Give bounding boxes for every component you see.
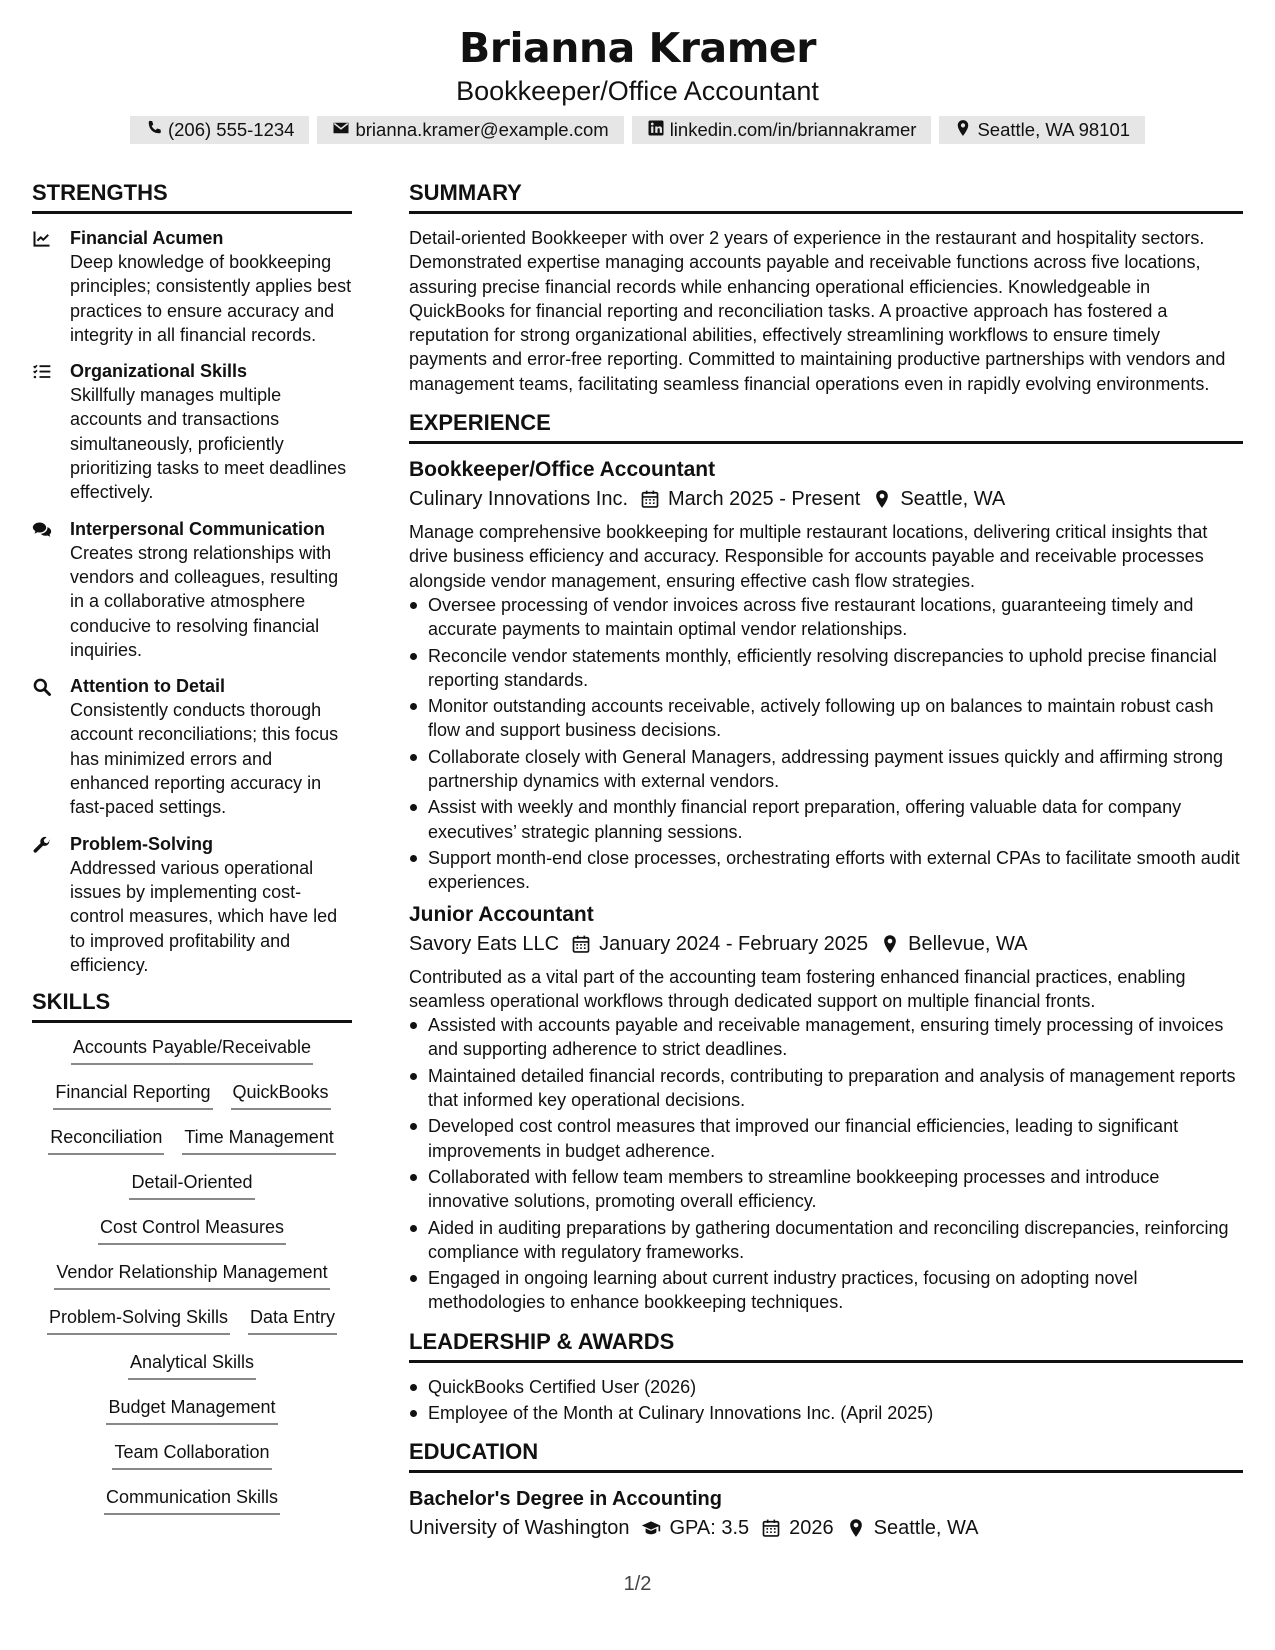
job-company: Savory Eats LLC: [409, 932, 560, 955]
job-location: Seattle, WA: [900, 488, 1006, 511]
graduation-cap-icon: [641, 1518, 661, 1538]
skill-row: [32, 1035, 352, 1080]
comments-icon: [32, 517, 70, 662]
skill-tag: Financial Reporting: [53, 1080, 212, 1110]
education-gpa: GPA: 3.5: [669, 1517, 750, 1540]
contact-phone-text: (206) 555-1234: [167, 119, 295, 140]
map-pin-icon: [872, 489, 892, 509]
job-meta: [409, 929, 1243, 959]
right-column: [409, 180, 1243, 1549]
envelope-icon: [332, 119, 350, 142]
list-item: Engaged in ongoing learning about current industry practices, focusing on adopting novel methodologies to enhance bookkeeping techniques.: [409, 1266, 1243, 1315]
strength-name: Organizational Skills: [70, 361, 248, 382]
strength-item: [32, 226, 352, 347]
skill-tag: Reconciliation: [48, 1125, 164, 1155]
list-item: Support month-end close processes, orchestrating efforts with external CPAs to facilitate smooth audit experiences.: [409, 846, 1243, 895]
job-bullets: [409, 1013, 1243, 1315]
skill-row: [32, 1215, 352, 1260]
strengths-heading: STRENGTHS: [32, 180, 352, 214]
contact-linkedin-text: linkedin.com/in/briannakramer: [669, 119, 917, 140]
list-item: Reconcile vendor statements monthly, efficiently resolving discrepancies to uphold precise financial reporting standards.: [409, 644, 1243, 693]
job-company: Culinary Innovations Inc.: [409, 488, 629, 511]
page-number: 1/2: [623, 1573, 652, 1595]
skill-tag: Analytical Skills: [128, 1350, 256, 1380]
resume-header: [0, 22, 1275, 144]
job-meta: [409, 484, 1243, 514]
skill-row: [32, 1125, 352, 1170]
skill-row: [32, 1350, 352, 1395]
list-check-icon: [32, 359, 70, 504]
skill-tag: Vendor Relationship Management: [54, 1260, 329, 1290]
strength-description: Creates strong relationships with vendors and colleagues, resulting in a collaborative atmosphere conducive to resolving financial inquiries.: [70, 542, 339, 660]
map-pin-icon: [880, 934, 900, 954]
job-role: Junior Accountant: [409, 902, 594, 926]
skill-tag: Detail-Oriented: [129, 1170, 254, 1200]
list-item: Aided in auditing preparations by gathering documentation and reconciling discrepancies, reinforcing compliance with regulatory frameworks.: [409, 1216, 1243, 1265]
candidate-name: Brianna Kramer: [459, 24, 816, 72]
wrench-icon: [32, 832, 70, 977]
summary-heading: SUMMARY: [409, 180, 1243, 214]
list-item: Collaborated with fellow team members to streamline bookkeeping processes and introduce innovative solutions, promoting overall efficiency.: [409, 1165, 1243, 1214]
chart-line-icon: [32, 226, 70, 347]
candidate-title: Bookkeeper/Office Accountant: [456, 76, 819, 106]
contact-linkedin[interactable]: [632, 116, 932, 144]
list-item: Assist with weekly and monthly financial report preparation, offering valuable data for company executives’ strategic planning sessions.: [409, 795, 1243, 844]
skill-row: [32, 1080, 352, 1125]
contact-email-text: brianna.kramer@example.com: [355, 119, 609, 140]
list-item: Maintained detailed financial records, contributing to preparation and analysis of management reports that informed key operational decisions.: [409, 1064, 1243, 1113]
contact-bar: [0, 116, 1275, 144]
contact-phone[interactable]: [130, 116, 310, 144]
list-item: Collaborate closely with General Managers, addressing payment issues quickly and affirming strong partnership dynamics with external vendors.: [409, 745, 1243, 794]
map-pin-icon: [954, 119, 972, 142]
education-meta: [409, 1513, 1243, 1543]
left-column: [32, 180, 352, 1530]
strength-item: [32, 674, 352, 819]
strength-name: Interpersonal Communication: [70, 518, 326, 539]
skill-tag: Communication Skills: [104, 1485, 280, 1515]
job-location: Bellevue, WA: [908, 932, 1028, 955]
strength-description: Consistently conducts thorough account reconciliations; this focus has minimized errors and enhanced reporting accuracy in fast-paced settings.: [70, 700, 339, 818]
skill-row: [32, 1395, 352, 1440]
skill-tag: Budget Management: [106, 1395, 277, 1425]
list-item: Developed cost control measures that improved our financial efficiencies, leading to significant improvements in budget adherence.: [409, 1114, 1243, 1163]
magnifier-icon: [32, 674, 70, 819]
phone-icon: [145, 119, 163, 142]
experience-heading: EXPERIENCE: [409, 410, 1243, 444]
skill-tag: Cost Control Measures: [98, 1215, 286, 1245]
skill-tag: Team Collaboration: [112, 1440, 271, 1470]
awards-list: [409, 1375, 1243, 1426]
strength-item: [32, 517, 352, 662]
map-pin-icon: [846, 1518, 866, 1538]
list-item: Oversee processing of vendor invoices across five restaurant locations, guaranteeing timely and accurate payments to maintain optimal vendor relationships.: [409, 593, 1243, 642]
skill-tag: Accounts Payable/Receivable: [71, 1035, 313, 1065]
education-year: 2026: [789, 1517, 834, 1540]
job-description: Contributed as a vital part of the accounting team fostering enhanced financial practices, enabling seamless operational workflows through dedicated support on multiple financial fronts.: [409, 966, 1186, 1011]
job-bullets: [409, 593, 1243, 895]
job-dates: January 2024 - February 2025: [599, 932, 869, 955]
linkedin-icon: [647, 119, 665, 142]
list-item: QuickBooks Certified User (2026): [409, 1375, 1243, 1399]
calendar-icon: [571, 934, 591, 954]
skills-heading: SKILLS: [32, 989, 352, 1023]
contact-email[interactable]: [317, 116, 623, 144]
skill-tag: Data Entry: [248, 1305, 337, 1335]
skill-row: [32, 1305, 352, 1350]
skill-row: [32, 1260, 352, 1305]
skills-list: [32, 1035, 352, 1530]
job-entry: [409, 456, 1243, 894]
strength-description: Deep knowledge of bookkeeping principles; consistently applies best practices to ensure accuracy and integrity in all financial records.: [70, 252, 352, 345]
skill-row: [32, 1440, 352, 1485]
contact-location-text: Seattle, WA 98101: [977, 119, 1131, 140]
education-location: Seattle, WA: [873, 1517, 979, 1540]
education-degree: Bachelor's Degree in Accounting: [409, 1488, 722, 1511]
contact-location: [939, 116, 1145, 144]
calendar-icon: [761, 1518, 781, 1538]
skill-tag: QuickBooks: [231, 1080, 331, 1110]
skill-tag: Time Management: [182, 1125, 335, 1155]
strength-name: Financial Acumen: [70, 228, 224, 248]
education-school: University of Washington: [409, 1517, 630, 1540]
strength-description: Skillfully manages multiple accounts and transactions simultaneously, proficiently prioritizing tasks to meet deadlines effectively.: [70, 385, 347, 503]
job-entry: [409, 901, 1243, 1315]
strength-name: Problem-Solving: [70, 833, 214, 854]
calendar-icon: [640, 489, 660, 509]
strength-item: [32, 359, 352, 504]
list-item: Monitor outstanding accounts receivable, actively following up on balances to maintain robust cash flow and support business decisions.: [409, 694, 1243, 743]
awards-heading: LEADERSHIP & AWARDS: [409, 1329, 1243, 1363]
skill-row: [32, 1485, 352, 1530]
summary-text: Detail-oriented Bookkeeper with over 2 years of experience in the restaurant and hospitality sectors. Demonstrated expertise managing accounts payable and receivable functions across five locations, assuring precise financial records while enhancing operational efficiencies. Knowledgeable in QuickBooks for financial reporting and reconciliation tasks. A proactive approach has fostered a reputation for strong organizational abilities, effectively streamlining workflows to ensure timely payments and error-free reporting. Committed to maintaining productive partnerships with vendors and management teams, facilitating seamless financial operations even in rapidly evolving environments.: [409, 228, 1226, 394]
strength-description: Addressed various operational issues by implementing cost-control measures, which have led to improved profitability and efficiency.: [70, 857, 338, 975]
strength-name: Attention to Detail: [70, 676, 225, 697]
strength-item: [32, 832, 352, 977]
job-dates: March 2025 - Present: [668, 488, 861, 511]
job-role: Bookkeeper/Office Accountant: [409, 458, 716, 482]
job-description: Manage comprehensive bookkeeping for multiple restaurant locations, delivering critical insights that drive business efficiency and accuracy. Responsible for accounts payable and receivable processes alongside vendor management, ensuring effective cash flow strategies.: [409, 522, 1208, 591]
education-heading: EDUCATION: [409, 1439, 1243, 1473]
skill-tag: Problem-Solving Skills: [47, 1305, 230, 1335]
list-item: Assisted with accounts payable and receivable management, ensuring timely processing of invoices and supporting adherence to strict deadlines.: [409, 1013, 1243, 1062]
list-item: Employee of the Month at Culinary Innovations Inc. (April 2025): [409, 1401, 1243, 1425]
skill-row: [32, 1170, 352, 1215]
